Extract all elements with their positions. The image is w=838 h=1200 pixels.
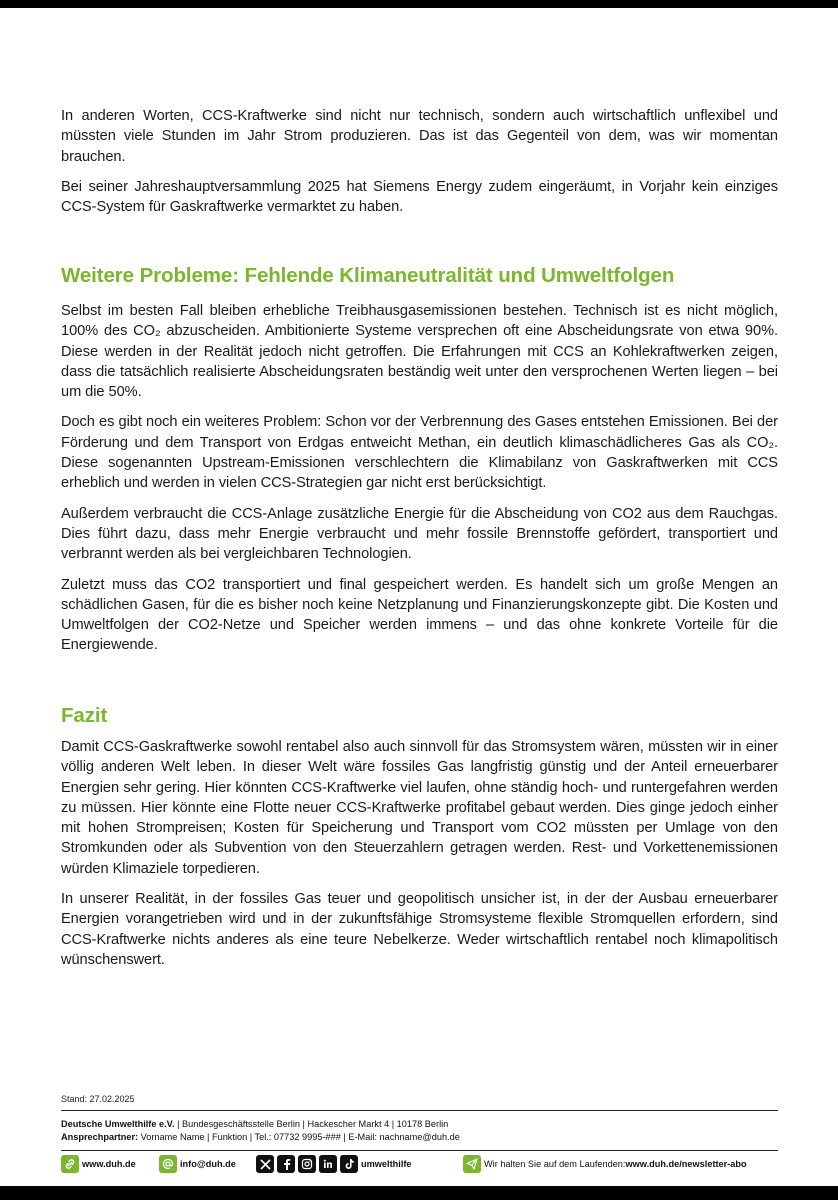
newsletter-link[interactable] — [463, 1154, 747, 1174]
email-text: info@duh.de — [180, 1159, 236, 1169]
section-heading-probleme: Weitere Probleme: Fehlende Klimaneutralität und Umweltfolgen — [61, 264, 675, 287]
paragraph: Außerdem verbraucht die CCS-Anlage zusätzliche Energie für die Abscheidung von CO2 aus dem Rauchgas. Dies führt dazu, dass mehr Energie verbraucht und mehr fossile Brennstoffe gefördert, transportiert und verbrannt werden als bei vergleichbaren Technologien. — [61, 505, 778, 563]
website-link[interactable] — [61, 1154, 136, 1174]
org-address: | Bundesgeschäftsstelle Berlin | Hackescher Markt 4 | 10178 Berlin — [174, 1119, 449, 1129]
instagram-icon[interactable] — [298, 1155, 316, 1173]
fazit-section — [61, 737, 778, 980]
tiktok-icon[interactable] — [340, 1155, 358, 1173]
org-name: Deutsche Umwelthilfe e.V. — [61, 1119, 175, 1129]
footer-organization — [61, 1118, 460, 1144]
facebook-icon[interactable] — [277, 1155, 295, 1173]
website-text: www.duh.de — [82, 1159, 136, 1169]
newsletter-url: www.duh.de/newsletter-abo — [625, 1159, 747, 1169]
paragraph: Bei seiner Jahreshauptversammlung 2025 hat Siemens Energy zudem eingeräumt, in Vorjahr kein einziges CCS-System für Gaskraftwerke vermarktet zu haben. — [61, 178, 778, 216]
section-heading-fazit: Fazit — [61, 704, 108, 727]
intro-section — [61, 106, 778, 227]
paragraph: Damit CCS-Gaskraftwerke sowohl rentabel also auch sinnvoll für das Stromsystem wären, müssten wir in einer völlig anderen Welt leben. In dieser Welt wäre fossiles Gas langfristig günstig und der Anteil erneuerbarer Energien sehr gering. Hier könnten CCS-Kraftwerke viel laufen, ohne ständig hoch- und runtergefahren werden zu müssen. Hier könnte eine Flotte neuer CCS-Kraftwerke profitabel gebaut werden. Dies ginge jedoch einher mit hohen Strompreisen; Kosten für Speicherung und Transport vom CO2 müssten per Umlage von den Stromkunden oder als Subvention von den Steuerzahlern getragen werden. Rest- und Vorkettenemissionen würden Klimaziele torpedieren. — [61, 739, 778, 877]
paragraph: Selbst im besten Fall bleiben erhebliche Treibhausgasemissionen bestehen. Technisch ist es nicht möglich, 100% des CO₂ abzuscheiden. Ambitionierte Systeme versprechen oft eine Abscheidungsrate von etwa 90%. Diese werden in der Realität jedoch nicht getroffen. Die Erfahrungen mit CCS an Kohlekraftwerken zeigen, dass die tatsächlich realisierte Abscheidungsraten beständig weit unter den versprochenen Werten liegen – bei um die 50%. — [61, 303, 778, 401]
paragraph: In unserer Realität, in der fossiles Gas teuer und geopolitisch unsicher ist, in der der Ausbau erneuerbarer Energien vorangetrieben wird und in der zukunftsfähige Stromsysteme flexible Stromquellen erfordern, sind CCS-Kraftwerke nichts anderes als eine teure Nebelkerze. Weder wirtschaftlich rentabel noch klimapolitisch wünschenswert. — [61, 891, 778, 968]
bottom-border — [0, 1186, 838, 1200]
paragraph: Zuletzt muss das CO2 transportiert und final gespeichert werden. Es handelt sich um große Mengen an schädlichen Gasen, für die es bisher noch keine Netzplanung und Finanzierungskonzepte gibt. Die Kosten und Umweltfolgen der CO2-Netze und Speicher werden immens – und das ohne konkrete Vorteile für die Energiewende. — [61, 576, 778, 654]
probleme-section — [61, 301, 778, 666]
linkedin-icon[interactable] — [319, 1155, 337, 1173]
date-stamp: Stand: 27.02.2025 — [61, 1094, 135, 1104]
newsletter-label: Wir halten Sie auf dem Laufenden: — [484, 1159, 626, 1169]
paragraph: Doch es gibt noch ein weiteres Problem: Schon vor der Verbrennung des Gases entstehen Emissionen. Bei der Förderung und dem Transport von Erdgas entweicht Methan, ein deutlich klimaschädlicheres Gas als CO₂. Diese sogenannten Upstream-Emissionen verschlechtern die Klimabilanz von Gaskraftwerken mit CCS erheblich und werden in vielen CCS-Strategien gar nicht erst berücksichtigt. — [61, 414, 778, 492]
footer-divider — [61, 1150, 778, 1151]
link-icon — [61, 1155, 79, 1173]
contact-text: Vorname Name | Funktion | Tel.: 07732 9995-### | E-Mail: nachname@duh.de — [138, 1132, 460, 1142]
paragraph: In anderen Worten, CCS-Kraftwerke sind nicht nur technisch, sondern auch wirtschaftlich unflexibel und müssten viele Stunden im Jahr Strom produzieren. Das ist das Gegenteil von dem, was wir momentan brauchen. — [61, 108, 778, 165]
social-links — [256, 1154, 412, 1174]
footer-links — [61, 1154, 778, 1174]
top-border — [0, 0, 838, 8]
footer-divider — [61, 1110, 778, 1111]
contact-label: Ansprechpartner: — [61, 1132, 139, 1142]
social-handle-text: umwelthilfe — [361, 1159, 412, 1169]
paper-plane-icon — [463, 1155, 481, 1173]
email-link[interactable] — [159, 1154, 236, 1174]
x-icon[interactable] — [256, 1155, 274, 1173]
at-icon — [159, 1155, 177, 1173]
